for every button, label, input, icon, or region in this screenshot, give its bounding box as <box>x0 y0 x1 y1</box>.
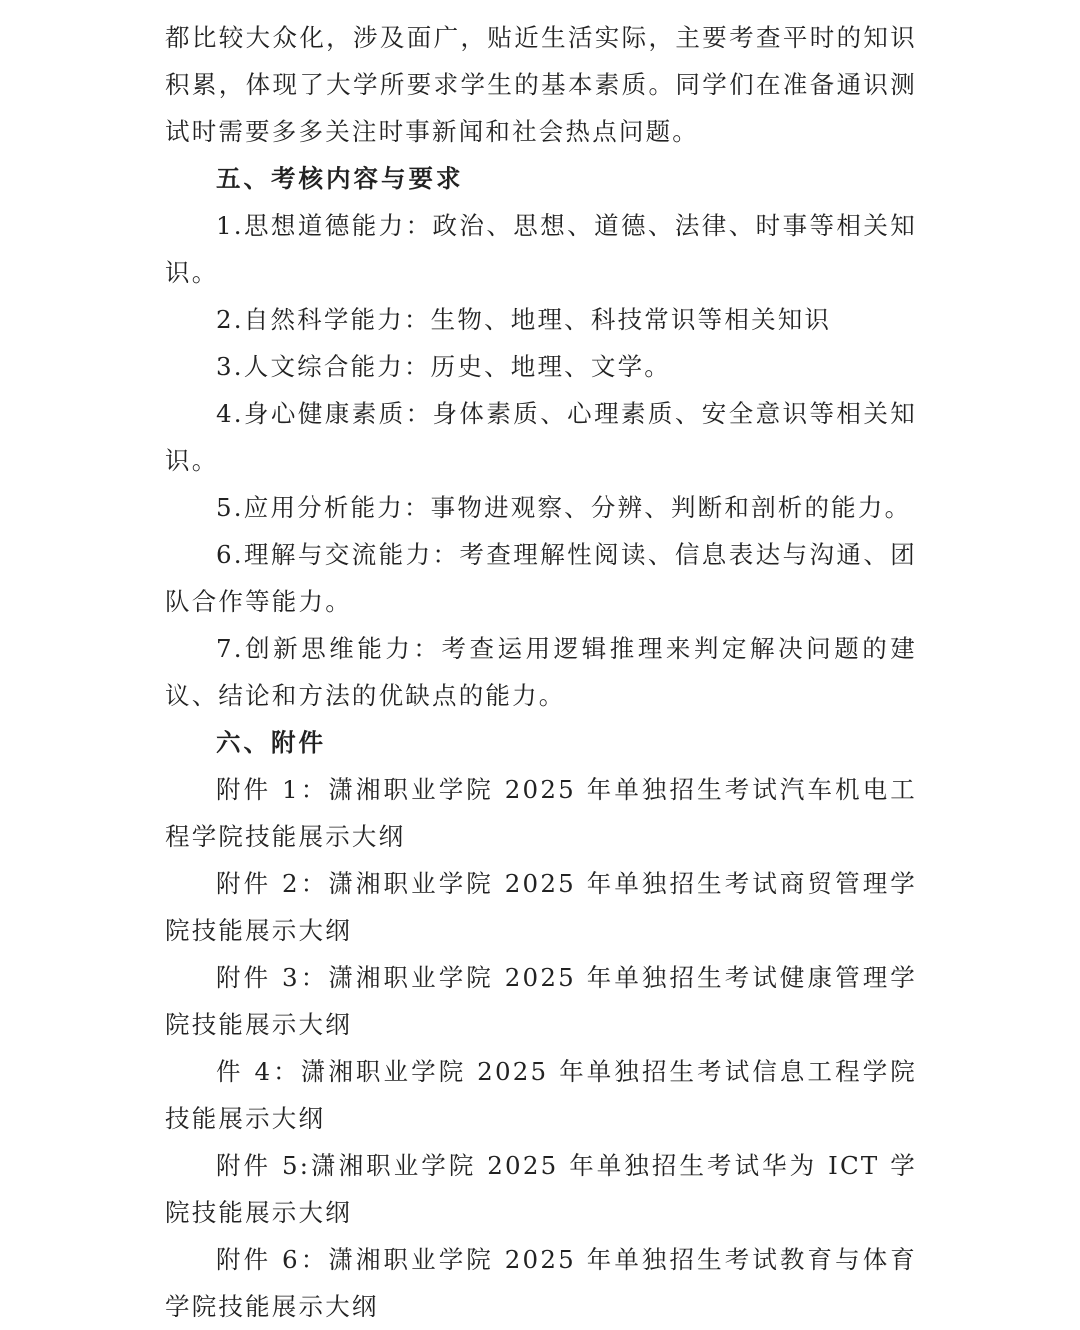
assessment-item-3: 3.人文综合能力：历史、地理、文学。 <box>216 352 671 381</box>
assessment-item-5: 5.应用分析能力：事物进观察、分辨、判断和剖析的能力。 <box>216 493 912 522</box>
attachment-6: 附件 6：潇湘职业学院 2025 年单独招生考试教育与体育学院技能展示大纲 <box>165 1245 917 1321</box>
assessment-item-4: 4.身心健康素质：身体素质、心理素质、安全意识等相关知识。 <box>165 399 917 475</box>
assessment-item-7: 7.创新思维能力：考查运用逻辑推理来判定解决问题的建议、结论和方法的优缺点的能力。 <box>165 634 917 710</box>
assessment-item-1: 1.思想道德能力：政治、思想、道德、法律、时事等相关知识。 <box>165 211 917 287</box>
intro-paragraph: 都比较大众化，涉及面广，贴近生活实际，主要考查平时的知识积累，体现了大学所要求学生的基本素质。同学们在准备通识测试时需要多多关注时事新闻和社会热点问题。 <box>165 23 917 146</box>
attachment-3: 附件 3：潇湘职业学院 2025 年单独招生考试健康管理学院技能展示大纲 <box>165 963 917 1039</box>
section-heading-attachments: 六、附件 <box>216 728 326 757</box>
attachment-1: 附件 1：潇湘职业学院 2025 年单独招生考试汽车机电工程学院技能展示大纲 <box>165 775 917 851</box>
document-body <box>165 14 917 1330</box>
assessment-item-2: 2.自然科学能力：生物、地理、科技常识等相关知识 <box>216 305 832 334</box>
attachment-5: 附件 5:潇湘职业学院 2025 年单独招生考试华为 ICT 学院技能展示大纲 <box>165 1151 917 1227</box>
attachment-4: 件 4：潇湘职业学院 2025 年单独招生考试信息工程学院技能展示大纲 <box>165 1057 917 1133</box>
section-heading-assessment: 五、考核内容与要求 <box>216 164 464 193</box>
attachment-2: 附件 2：潇湘职业学院 2025 年单独招生考试商贸管理学院技能展示大纲 <box>165 869 917 945</box>
assessment-item-6: 6.理解与交流能力：考查理解性阅读、信息表达与沟通、团队合作等能力。 <box>165 540 917 616</box>
